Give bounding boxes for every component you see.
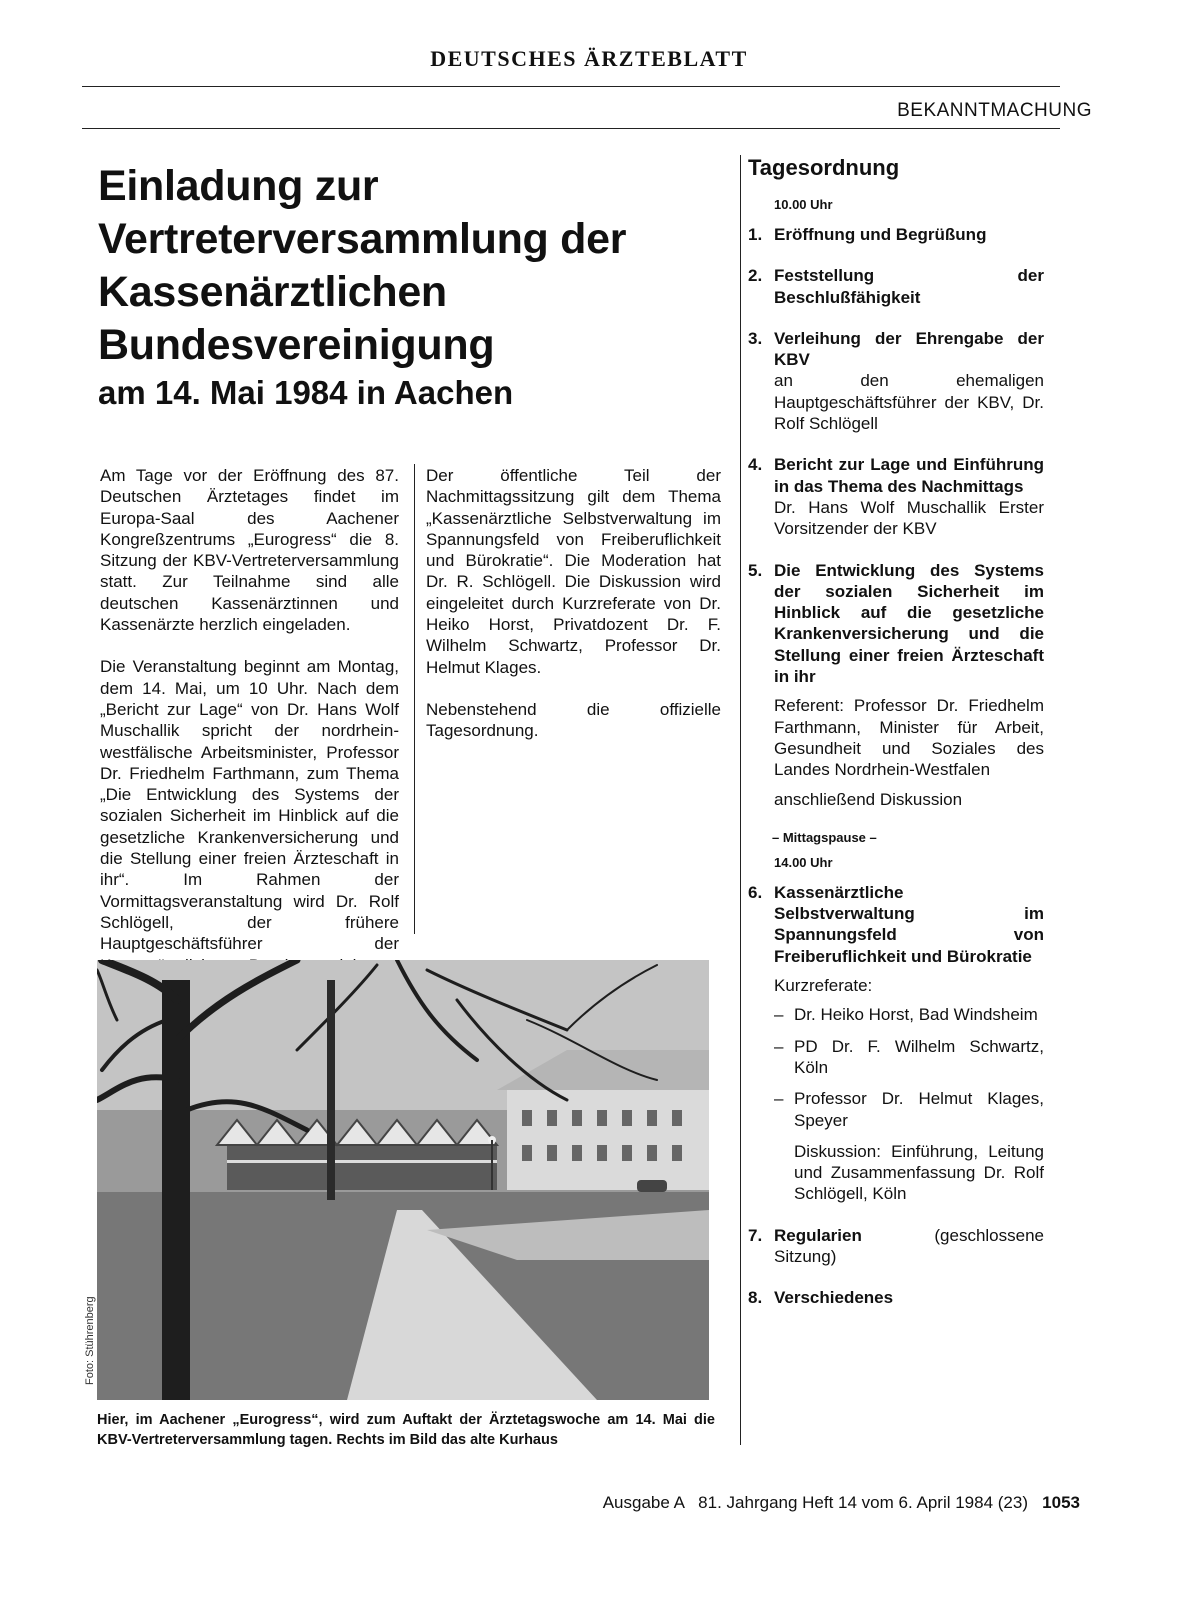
- agenda: [748, 155, 1044, 1329]
- masthead-rule: [82, 86, 1060, 87]
- discussion-text: Diskussion: Einführung, Leitung und Zusammenfassung Dr. Rolf Schlögell, Köln: [794, 1141, 1044, 1204]
- dash: –: [774, 1089, 784, 1109]
- column-divider: [414, 464, 415, 934]
- agenda-item: [748, 328, 1044, 434]
- item-heading-line: [774, 1225, 1044, 1268]
- agenda-item: [748, 265, 1044, 308]
- agenda-divider: [740, 155, 741, 1445]
- article-title: Einladung zur Vertreterversammlung der Kassenärztlichen Bundesvereinigung: [98, 162, 627, 369]
- item-heading: Kassenärztliche Selbstverwaltung im Spannungsfeld von Freiberuflichkeit und Bürokratie: [774, 882, 1044, 966]
- agenda-item: [748, 224, 1044, 245]
- item-body: Kurzreferate:: [774, 976, 873, 996]
- article-subtitle: am 14. Mai 1984 in Aachen: [98, 374, 514, 411]
- paragraph-intro: Am Tage vor der Eröffnung des 87. Deutschen Ärztetages findet im Europa-Saal des Aachener Kongreßzentrums „Eurogress“ die 8. Sitzung der KBV-Vertreterversammlung statt. Zur Teilnahme sind alle deutschen Kassenärztinnen und Kassenärzte herzlich eingeladen.: [100, 466, 399, 635]
- eurogress-photo: [97, 960, 709, 1400]
- item-heading: Regularien: [774, 1225, 862, 1245]
- agenda-title: Tagesordnung: [748, 155, 900, 180]
- text-column-2: [426, 465, 721, 763]
- photo-caption: Hier, im Aachener „Eurogress“, wird zum Auftakt der Ärztetagswoche am 14. Mai die KBV-Vertreterversammlung tagen. Rechts im Bild das alte Kurhaus: [97, 1412, 715, 1448]
- dash: –: [774, 1005, 784, 1025]
- text-column-1: [100, 465, 399, 1039]
- speaker-list: [774, 1004, 1044, 1204]
- paragraph-afternoon: Der öffentliche Teil der Nachmittagssitzung gilt dem Thema „Kassenärztliche Selbstverwaltung im Spannungsfeld von Freiberuflichkeit und Bürokratie“. Die Moderation hat Dr. R. Schlögell. Die Diskussion wird eingeleitet durch Kurzreferate von Dr. Heiko Horst, Privatdozent Dr. F. Wilhelm Schwartz, Professor Dr. Helmut Klages.: [426, 466, 721, 677]
- eurogress-photo-graphic: [97, 960, 709, 1400]
- item-number: 6.: [748, 882, 763, 902]
- item-extra: anschließend Diskussion: [774, 789, 963, 809]
- speaker-name: Dr. Heiko Horst, Bad Windsheim: [794, 1005, 1038, 1025]
- agenda-item: [748, 454, 1044, 539]
- item-number: 4.: [748, 455, 763, 475]
- discussion-note: [774, 1141, 1044, 1205]
- paragraph-agenda-note: Nebenstehend die offizielle Tagesordnung.: [426, 699, 721, 741]
- item-body: Referent: Professor Dr. Friedhelm Farthmann, Minister für Arbeit, Gesundheit und Soziales des Landes Nordrhein-Westfalen: [774, 696, 1044, 780]
- speaker: [774, 1088, 1044, 1131]
- speaker-name: Professor Dr. Helmut Klages, Speyer: [794, 1089, 1044, 1130]
- agenda-item: [748, 1287, 1044, 1308]
- item-number: 7.: [748, 1225, 763, 1245]
- agenda-item: [748, 882, 1044, 1205]
- item-number: 2.: [748, 266, 763, 286]
- agenda-item: [748, 560, 1044, 810]
- page-number: 1053: [1042, 1493, 1080, 1512]
- section-label: BEKANNTMACHUNG: [897, 100, 1092, 121]
- photo-credit: Foto: Stührenberg: [84, 1296, 96, 1385]
- dash: –: [774, 1036, 784, 1056]
- item-heading: Bericht zur Lage und Einführung in das Thema des Nachmittags: [774, 455, 1044, 496]
- item-number: 1.: [748, 225, 763, 244]
- item-heading: Verschiedenes: [774, 1288, 894, 1308]
- item-body: an den ehemaligen Hauptgeschäftsführer der KBV, Dr. Rolf Schlögell: [774, 371, 1044, 434]
- item-body: Dr. Hans Wolf Muschallik Erster Vorsitzender der KBV: [774, 497, 1044, 539]
- speaker: [774, 1036, 1044, 1079]
- speaker-name: PD Dr. F. Wilhelm Schwartz, Köln: [794, 1036, 1044, 1077]
- item-heading: Die Entwicklung des Systems der sozialen Sicherheit im Hinblick auf die gesetzliche Krankenversicherung und die Stellung einer freien Ärzteschaft in ihr: [774, 560, 1044, 687]
- masthead: DEUTSCHES ÄRZTEBLATT: [430, 46, 748, 71]
- time-morning: 10.00 Uhr: [774, 197, 833, 212]
- speaker: [774, 1004, 1044, 1025]
- item-heading: Verleihung der Ehrengabe der KBV: [774, 328, 1044, 370]
- item-number: 3.: [748, 328, 763, 348]
- issue-info: Ausgabe A 81. Jahrgang Heft 14 vom 6. April 1984 (23): [602, 1493, 1028, 1512]
- header-rule: [82, 128, 1060, 129]
- item-body: (geschlossene Sitzung): [774, 1225, 1044, 1266]
- paragraph-program: Die Veranstaltung beginnt am Montag, dem 14. Mai, um 10 Uhr. Nach dem „Bericht zur Lage“ von Dr. Hans Wolf Muschallik spricht der nordrhein-westfälische Arbeitsminister, Professor Dr. Friedhelm Farthmann, zum Thema „Die Entwicklung des Systems der sozialen Sicherheit im Hinblick auf die gesetzliche Krankenversicherung und die Stellung einer freien Ärzteschaft in ihr“. Im Rahmen der Vormittagsveranstaltung wird Dr. Rolf Schlögell, der frühere Hauptgeschäftsführer der: [100, 657, 399, 954]
- agenda-item: [748, 1225, 1044, 1268]
- item-number: 8.: [748, 1288, 763, 1308]
- item-number: 5.: [748, 560, 763, 580]
- item-heading: Eröffnung und Begrüßung: [774, 225, 987, 244]
- lunch-break: – Mittagspause –: [772, 829, 877, 845]
- item-heading: Feststellung der Beschlußfähigkeit: [774, 266, 1044, 307]
- time-afternoon: 14.00 Uhr: [774, 854, 833, 870]
